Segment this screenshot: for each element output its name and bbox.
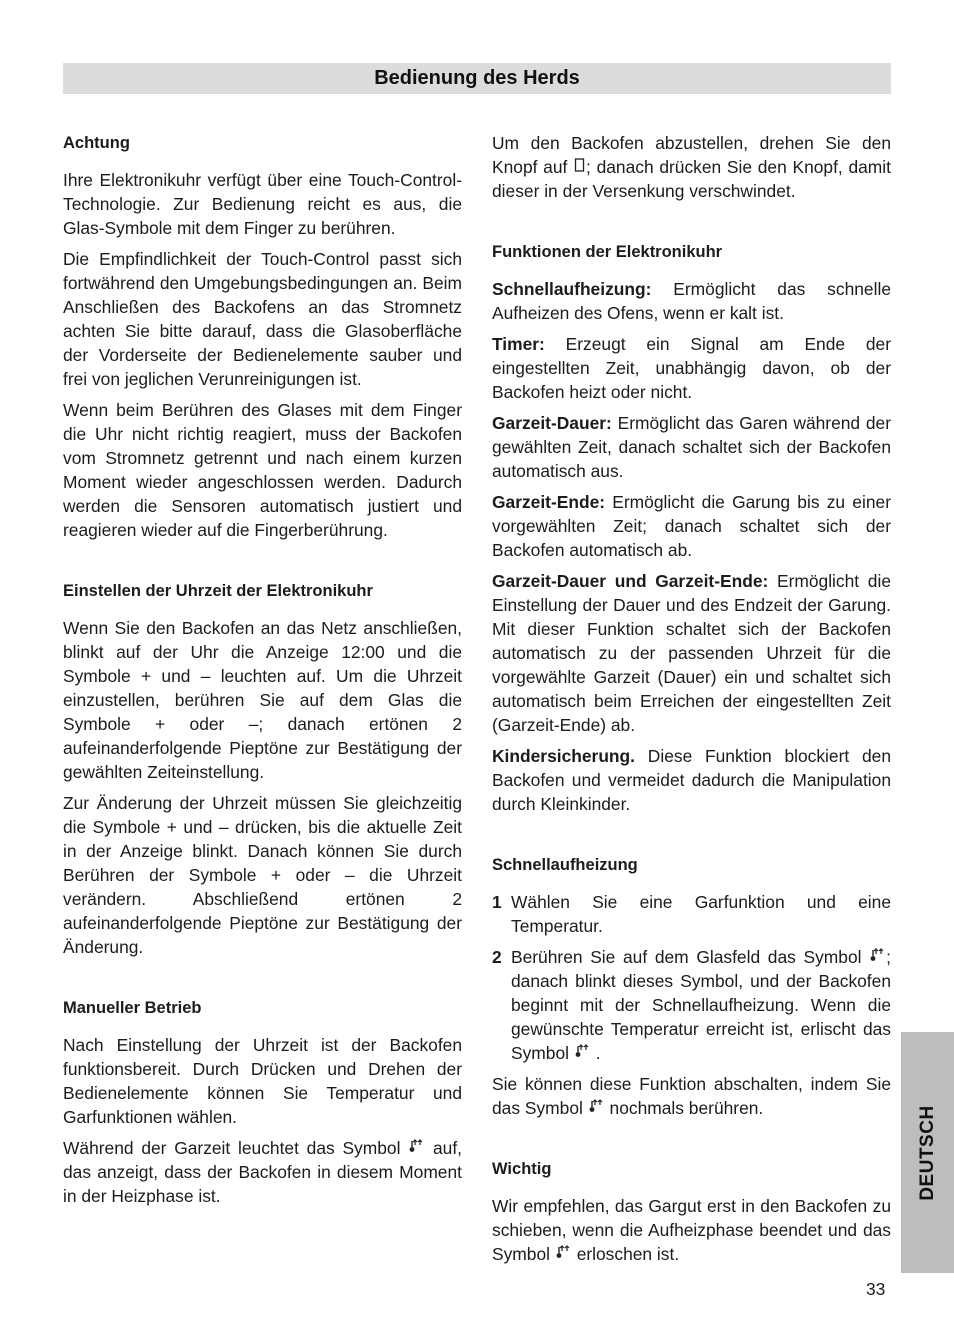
function-kindersicherung (492, 744, 891, 816)
wichtig-paragraph (492, 1194, 891, 1266)
heading-funktionen: Funktionen der Elektronikuhr (492, 243, 723, 261)
page-number: 33 (866, 1279, 886, 1299)
rapid-heat-icon (870, 948, 885, 963)
after-text-a: Sie können diese Funktion abschalten, indem Sie das Symbol (492, 1074, 891, 1118)
step2-text-c: . (595, 1043, 601, 1063)
rapid-heat-icon (589, 1099, 604, 1114)
function-text: Ermöglicht die Einstellung der Dauer und des Endzeit der Garung. Mit dieser Funktion schaltet sich der Backofen automatisch zu der passenden Uhrzeit für die vorgewählte Garzeit (Dauer) ein und schaltet sich automatisch beim Erreichen der eingestellten Zeit (Garzeit-Ende) ab. (492, 571, 891, 735)
page-title: Bedienung des Herds (63, 63, 891, 94)
function-dauer-und-ende (492, 569, 891, 737)
achtung-paragraph-1: Ihre Elektronikuhr verfügt über eine Touch-Control-Technologie. Zur Bedienung reicht es aus, die Glas-Symbole mit dem Finger zu berühren. (63, 170, 462, 238)
off-position-icon (574, 158, 585, 173)
intro-paragraph (492, 131, 891, 203)
achtung-paragraph-2: Die Empfindlichkeit der Touch-Control passt sich fortwährend den Umgebungsbedingungen an. Beim Anschließen des Backofens an das Stromnetz achten Sie bitte darauf, dass die Glasoberfläche der Vorderseite der Bedienelemente sauber und frei von jeglichen Verunreinigungen ist. (63, 249, 462, 389)
uhrzeit-paragraph-1: Wenn Sie den Backofen an das Netz anschließen, blinkt auf der Uhr die Anzeige 12:00 und die Symbole + und – leuchten auf. Um die Uhrzeit einzustellen, berühren Sie auf dem Glas die Symbole + oder –; danach ertönen 2 aufeinanderfolgende Pieptöne zur Bestätigung der gewählten Zeiteinstellung. (63, 618, 462, 782)
heading-manueller-betrieb: Manueller Betrieb (63, 999, 202, 1017)
right-column (492, 131, 891, 1266)
rapid-heat-icon (409, 1139, 424, 1154)
heading-schnellaufheizung: Schnellaufheizung (492, 856, 638, 874)
function-text: Erzeugt ein Signal am Ende der eingestellten Zeit, unabhängig davon, ob der Backofen heizt oder nicht. (492, 334, 891, 402)
step-text (511, 945, 891, 1065)
step-number: 2 (492, 947, 502, 967)
language-label: DEUTSCH (916, 1104, 938, 1201)
manuell-p2-text-b: auf, das anzeigt, dass der Backofen in diesem Moment in der Heizphase ist. (63, 1138, 462, 1206)
wichtig-text-b: erloschen ist. (576, 1244, 680, 1264)
function-label: Garzeit-Dauer: (492, 413, 612, 433)
step-number: 1 (492, 892, 502, 912)
intro-text-b: ; danach drücken Sie den Knopf, damit dieser in der Versenkung verschwindet. (492, 157, 891, 201)
manuell-p2-text-a: Während der Garzeit leuchtet das Symbol (63, 1138, 401, 1158)
step-1 (492, 890, 891, 938)
function-label: Timer: (492, 334, 545, 354)
function-text: Ermöglicht das schnelle Aufheizen des Ofens, wenn er kalt ist. (492, 279, 891, 323)
function-label: Schnellaufheizung: (492, 279, 652, 299)
function-schnellaufheizung (492, 277, 891, 325)
uhrzeit-paragraph-2: Zur Änderung der Uhrzeit müssen Sie gleichzeitig die Symbole + und – drücken, bis die aktuelle Zeit in der Anzeige blinkt. Danach können Sie durch Berühren der Symbole + oder – die Uhrzeit verändern. Abschließend ertönen 2 aufeinanderfolgende Pieptöne zur Bestätigung der Änderung. (63, 793, 462, 957)
left-column (63, 131, 462, 1208)
step2-text-a: Berühren Sie auf dem Glasfeld das Symbol (511, 947, 862, 967)
heading-wichtig: Wichtig (492, 1160, 552, 1178)
heading-uhrzeit: Einstellen der Uhrzeit der Elektronikuhr (63, 582, 373, 600)
function-label: Garzeit-Ende: (492, 492, 606, 512)
function-text: Diese Funktion blockiert den Backofen und vermeidet dadurch die Manipulation durch Kleinkinder. (492, 746, 891, 814)
rapid-heat-icon (556, 1245, 571, 1260)
manuell-paragraph-1: Nach Einstellung der Uhrzeit ist der Backofen funktionsbereit. Durch Drücken und Drehen der Bedienelemente können Sie Temperatur und Garfunktionen wählen. (63, 1035, 462, 1127)
function-timer (492, 332, 891, 404)
language-side-tab (901, 1032, 954, 1273)
rapid-heat-icon (575, 1044, 590, 1059)
manuell-paragraph-2 (63, 1136, 462, 1208)
schnell-after-paragraph (492, 1072, 891, 1120)
function-garzeit-ende (492, 490, 891, 562)
function-label: Garzeit-Dauer und Garzeit-Ende: (492, 571, 769, 591)
wichtig-text-a: Wir empfehlen, das Gargut erst in den Backofen zu schieben, wenn die Aufheizphase beendet und das Symbol (492, 1196, 891, 1264)
intro-text-a: Um den Backofen abzustellen, drehen Sie den Knopf auf (492, 133, 891, 177)
function-text: Ermöglicht die Garung bis zu einer vorgewählten Zeit; danach schaltet sich der Backofen automatisch ab. (492, 492, 891, 560)
achtung-paragraph-3: Wenn beim Berühren des Glases mit dem Finger die Uhr nicht richtig reagiert, muss der Backofen vom Stromnetz getrennt und nach einem kurzen Moment wieder angeschlossen werden. Dadurch werden die Sensoren automatisch justiert und reagieren wieder auf die Fingerberührung. (63, 400, 462, 540)
heading-achtung: Achtung (63, 134, 130, 152)
step2-text-b: ; danach blinkt dieses Symbol, und der Backofen beginnt mit der Schnellaufheizung. Wenn die gewünschte Temperatur erreicht ist, erlischt das Symbol (511, 947, 891, 1063)
function-label: Kindersicherung. (492, 746, 636, 766)
step-text: Wählen Sie eine Garfunktion und eine Temperatur. (511, 892, 891, 936)
function-text: Ermöglicht das Garen während der gewählten Zeit, danach schaltet sich der Backofen automatisch aus. (492, 413, 891, 481)
after-text-b: nochmals berühren. (609, 1098, 764, 1118)
step-2 (492, 945, 891, 1065)
function-garzeit-dauer (492, 411, 891, 483)
